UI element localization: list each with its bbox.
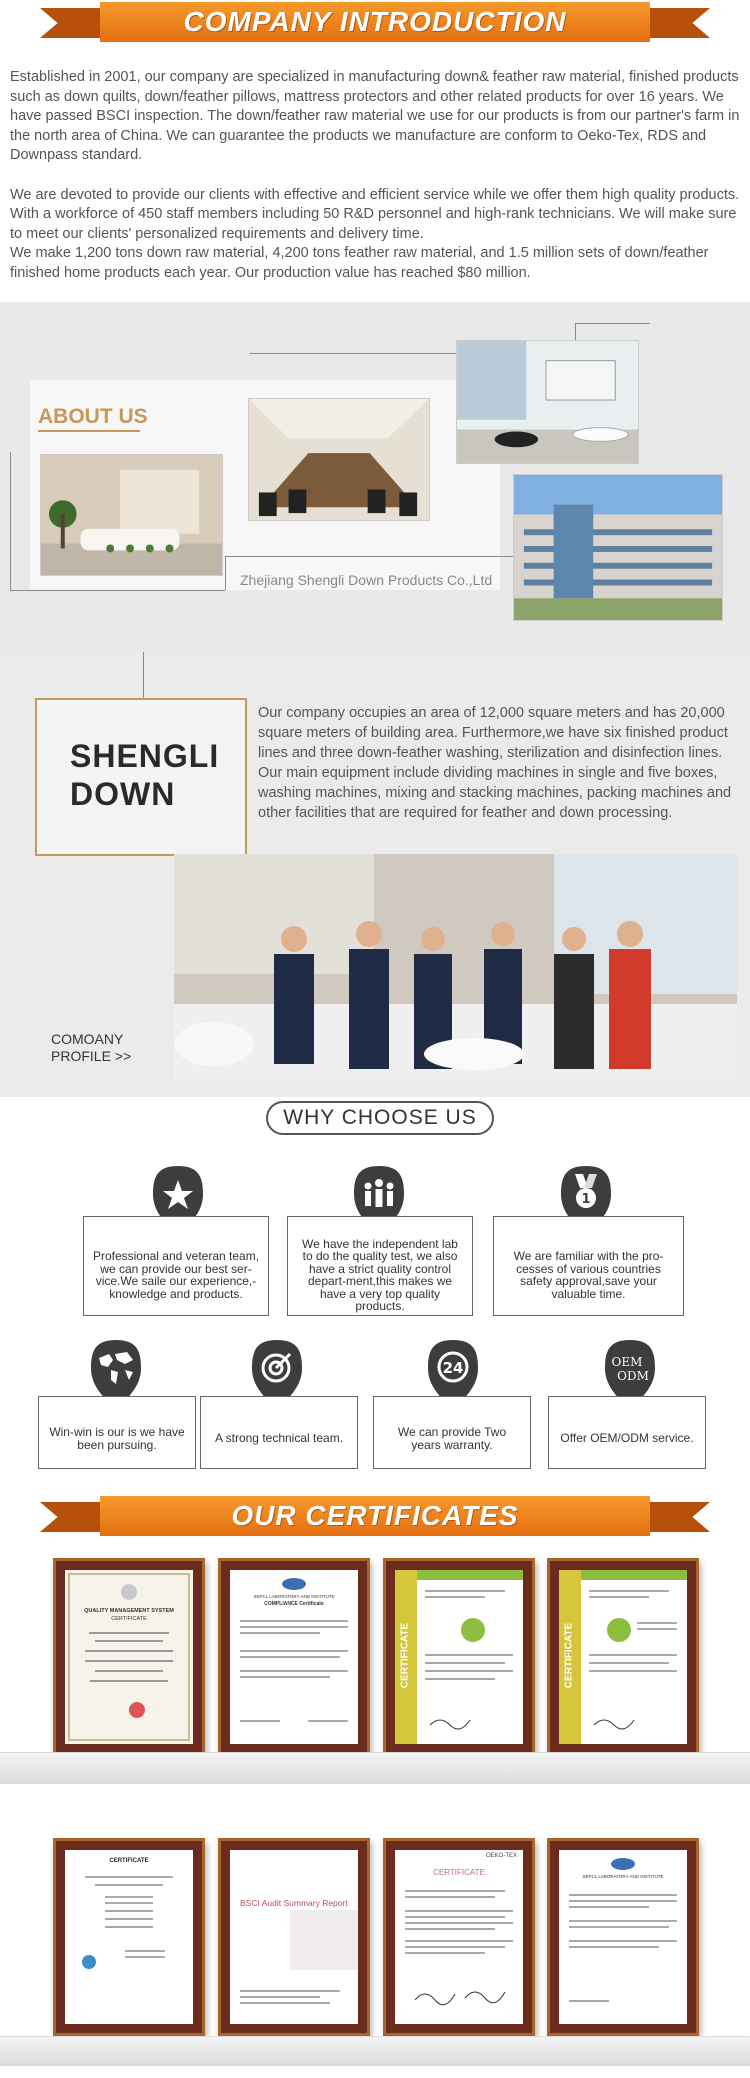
deco-line [225, 556, 513, 557]
deco-line [225, 556, 226, 590]
profile-text: Our company occupies an area of 12,000 square meters and has 20,000 square meters of building area. Furthermore,we have six finished product lines and three down-feather washing, sterilization and disinfection lines. Our main equipment include dividing machines in single and five boxes, washing machines, mixing and stacking machines, packing machines and other facilities that are required for feather and down processing. [258, 705, 732, 821]
cert-title: SEPCL LABORATORY AND INSTITUTE [253, 1594, 335, 1599]
cert-side-title: CERTIFICATE [563, 1622, 575, 1689]
why-card-text: We have the independent lab to do the quality test, we also have a strict quality control depart-ment,this makes we have a very top quality products. [302, 1236, 458, 1313]
lobby-photo [40, 454, 223, 576]
cert-title: CERTIFICATE [109, 1858, 149, 1864]
certificates-banner-title: OUR CERTIFICATES [231, 1500, 519, 1531]
certificate-frame[interactable] [53, 1558, 205, 1756]
deco-line [10, 452, 11, 590]
cert-side-title: CERTIFICATE [399, 1622, 411, 1689]
cert-subtitle: CERTIFICATE [111, 1616, 147, 1622]
why-choose-title: WHY CHOOSE US [266, 1101, 494, 1135]
why-card-team [83, 1216, 269, 1316]
about-heading: ABOUT US [38, 405, 148, 428]
profile-link-line2: PROFILE >> [51, 1048, 132, 1064]
certificate-frame[interactable] [547, 1838, 699, 2036]
deco-line [575, 323, 650, 324]
svg-text:1: 1 [581, 1192, 591, 1207]
certificate-frame[interactable] [383, 1558, 535, 1756]
intro-banner [40, 2, 710, 42]
intro-text [10, 68, 745, 283]
deco-line [143, 652, 144, 698]
why-card-approval [493, 1216, 684, 1316]
why-card-text: Offer OEM/ODM service. [560, 1431, 694, 1446]
building-photo [513, 474, 723, 621]
cert-title: BSCI Audit Summary Report [240, 1898, 348, 1908]
certificate-document [230, 1850, 358, 2024]
cert-title: CERTIFICATE [433, 1868, 485, 1877]
team-photo [174, 854, 737, 1080]
why-card-text: We can provide Two years warranty. [397, 1425, 507, 1452]
certificate-document [65, 1570, 193, 1744]
intro-paragraph-1: Established in 2001, our company are specialized in manufacturing down& feather raw material, finished products such as down quilts, down/feather pillows, mattress protectors and other related products for over 16 years. We have passed BSCI inspection. The down/feather raw material we use for our products is from our partner's farm in the north area of China. We can guarantee the products we manufacture are conform to Oeko-Tex, RDS and Downpass standard. [10, 69, 740, 163]
certificate-document [65, 1850, 193, 2024]
why-card-lab [287, 1216, 473, 1316]
why-card-tech [200, 1396, 358, 1469]
why-card-oem [548, 1396, 706, 1469]
why-card-text: Professional and veteran team, we can provide our best ser-vice.We saile our experience,-knowledge and products. [92, 1249, 260, 1301]
why-card-winwin [38, 1396, 196, 1469]
about-heading-underline [38, 430, 140, 432]
about-caption: Zhejiang Shengli Down Products Co.,Ltd [240, 572, 493, 588]
certificate-frame[interactable] [218, 1838, 370, 2036]
why-card-text: Win-win is our is we have been pursuing. [49, 1425, 185, 1452]
intro-paragraph-2: We are devoted to provide our clients with effective and efficient service while we offer them high quality products. With a workforce of 450 staff members including 50 R&D personnel and high-rank technicians. We will make sure to meet our clients' personalized requirements and delivery time. [10, 186, 740, 242]
certificate-frame[interactable] [383, 1838, 535, 2036]
cert-subtitle: COMPLIANCE Certificate [264, 1601, 324, 1607]
cert-top-label: OEKO-TEX [485, 1853, 517, 1859]
company-profile-link[interactable] [51, 1031, 131, 1065]
certificate-frame[interactable] [547, 1558, 699, 1756]
certificate-frame[interactable] [218, 1558, 370, 1756]
intro-banner-title: COMPANY INTRODUCTION [183, 6, 567, 37]
why-card-text: We are familiar with the pro-cesses of various countries safety approval,save your valuable time. [513, 1249, 664, 1301]
certificate-shelf [0, 2036, 750, 2066]
oem-badge-text: OEM [611, 1355, 643, 1369]
cert-title: QUALITY MANAGEMENT SYSTEM [84, 1608, 174, 1614]
cert-title: SEPCL LABORATORY AND INSTITUTE [582, 1874, 664, 1879]
odm-badge-text: ODM [617, 1369, 649, 1383]
why-card-text: A strong technical team. [214, 1431, 344, 1446]
brand-name-line1: SHENGLI [70, 738, 220, 774]
brand-name-line2: DOWN [70, 776, 176, 812]
certificate-shelf [0, 1752, 750, 1784]
intro-paragraph-3: We make 1,200 tons down raw material, 4,200 tons feather raw material, and 1.5 million sets of down/feather finished home products each year. Our production value has reached $80 million. [10, 245, 709, 281]
office-photo [456, 340, 639, 464]
meeting-room-photo [248, 398, 430, 521]
deco-line [10, 590, 225, 591]
certificate-document [395, 1570, 523, 1744]
profile-link-line1: COMOANY [51, 1031, 124, 1047]
why-card-warranty [373, 1396, 531, 1469]
certificate-document [559, 1570, 687, 1744]
certificates-banner [40, 1496, 710, 1536]
24h-badge-text: 24 [442, 1359, 464, 1377]
certificate-frame[interactable] [53, 1838, 205, 2036]
